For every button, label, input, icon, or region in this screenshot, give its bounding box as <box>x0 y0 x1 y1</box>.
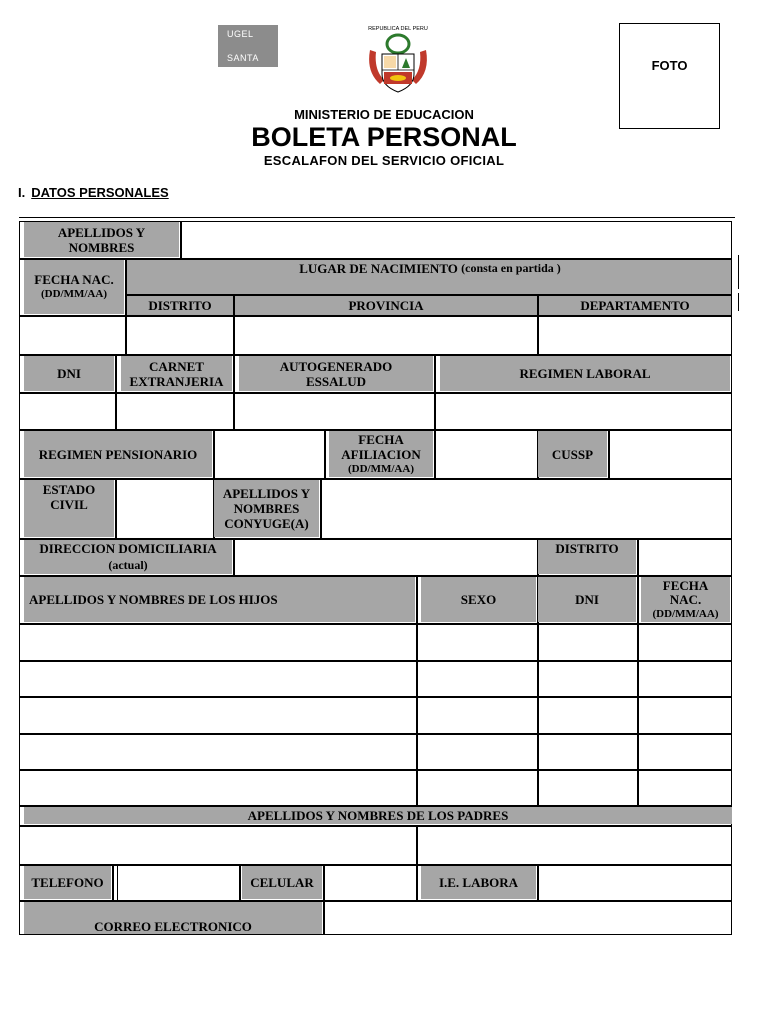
hijo-nombre-input[interactable] <box>19 770 417 806</box>
fecha-nac-label <box>24 260 124 314</box>
celular-input[interactable] <box>324 865 417 901</box>
hijo-sexo-input[interactable] <box>417 770 538 806</box>
fecha-nac2-label <box>641 577 730 622</box>
dni2-label: DNI <box>538 577 636 622</box>
hijo-sexo-input[interactable] <box>417 624 538 661</box>
ugel-line2: SANTA <box>227 53 259 63</box>
lugar-nacimiento-label <box>130 260 730 277</box>
page-title: BOLETA PERSONAL <box>251 122 517 152</box>
hijo-dni-input[interactable] <box>538 734 638 770</box>
correo-input[interactable] <box>324 901 732 935</box>
ministry-title: MINISTERIO DE EDUCACION <box>294 107 474 122</box>
hijo-fecha-input[interactable] <box>638 661 732 697</box>
provincia-label: PROVINCIA <box>348 298 424 313</box>
section-number: I. <box>18 185 26 200</box>
estado-civil-input[interactable] <box>116 479 214 539</box>
departamento-input[interactable] <box>538 316 732 355</box>
top-rule <box>19 217 735 218</box>
section-title: DATOS PERSONALES <box>31 185 169 200</box>
hijo-fecha-input[interactable] <box>638 624 732 661</box>
distrito2-label: DISTRITO <box>538 540 636 574</box>
section-heading <box>18 185 169 200</box>
carnet-label: CARNET EXTRANJERIA <box>121 356 232 391</box>
madre-input[interactable] <box>417 826 732 865</box>
direccion-label <box>24 540 232 574</box>
fecha-nac-format: (DD/MM/AA) <box>41 288 107 300</box>
provincia-input[interactable] <box>234 316 538 355</box>
direccion-text: DIRECCION DOMICILIARIA <box>39 541 217 556</box>
hijo-nombre-input[interactable] <box>19 697 417 734</box>
seal-text: REPUBLICA DEL PERU <box>368 26 428 32</box>
hijo-dni-input[interactable] <box>538 661 638 697</box>
ie-labora-input[interactable] <box>538 865 732 901</box>
padres-label: APELLIDOS Y NOMBRES DE LOS PADRES <box>24 807 732 824</box>
celular-label: CELULAR <box>242 866 322 899</box>
hijo-sexo-input[interactable] <box>417 661 538 697</box>
regimen-pensionario-label: REGIMEN PENSIONARIO <box>24 431 212 477</box>
estado-civil-label: ESTADO CIVIL <box>24 480 114 537</box>
hijo-sexo-input[interactable] <box>417 697 538 734</box>
telefono-label: TELEFONO <box>24 866 111 899</box>
conyuge-input[interactable] <box>321 479 732 539</box>
lugar-note: (consta en partida ) <box>461 261 561 275</box>
sexo-label: SEXO <box>421 577 536 622</box>
distrito2-input[interactable] <box>638 539 732 576</box>
fecha-nac2-format: (DD/MM/AA) <box>652 607 719 620</box>
hijo-dni-input[interactable] <box>538 697 638 734</box>
dni-input[interactable] <box>19 393 116 430</box>
regimen-laboral-label: REGIMEN LABORAL <box>440 356 730 391</box>
page-subtitle: ESCALAFON DEL SERVICIO OFICIAL <box>263 153 505 168</box>
hijo-nombre-input[interactable] <box>19 661 417 697</box>
regimen-pensionario-input[interactable] <box>214 430 325 479</box>
conyuge-label: APELLIDOS Y NOMBRES CONYUGE(A) <box>214 480 319 537</box>
hijo-fecha-input[interactable] <box>638 734 732 770</box>
hijo-dni-input[interactable] <box>538 770 638 806</box>
lugar-text: LUGAR DE NACIMIENTO <box>299 261 458 276</box>
cussp-label: CUSSP <box>538 431 607 477</box>
ugel-line1: UGEL <box>227 29 254 39</box>
fecha-afiliacion-format: (DD/MM/AA) <box>348 462 414 475</box>
fecha-afiliacion-label <box>329 431 433 477</box>
hijo-nombre-input[interactable] <box>19 624 417 661</box>
distrito-input[interactable] <box>126 316 234 355</box>
autogenerado-input[interactable] <box>234 393 435 430</box>
hijo-nombre-input[interactable] <box>19 734 417 770</box>
double-rule <box>117 866 118 900</box>
fecha-afiliacion-text: FECHA AFILIACION <box>341 431 421 462</box>
hijo-sexo-input[interactable] <box>417 734 538 770</box>
peru-seal <box>362 22 434 96</box>
edge-rule <box>738 293 739 311</box>
fecha-afiliacion-input[interactable] <box>435 430 538 479</box>
photo-label: FOTO <box>651 57 688 73</box>
cussp-input[interactable] <box>609 430 732 479</box>
ugel-box <box>218 25 278 67</box>
departamento-label: DEPARTAMENTO <box>580 298 690 313</box>
apellidos-nombres-label: APELLIDOS Y NOMBRES <box>24 222 179 257</box>
hijo-fecha-input[interactable] <box>638 697 732 734</box>
correo-label: CORREO ELECTRONICO <box>24 902 322 934</box>
carnet-input[interactable] <box>116 393 234 430</box>
hijo-dni-input[interactable] <box>538 624 638 661</box>
telefono-input[interactable] <box>113 865 240 901</box>
fecha-nac-input[interactable] <box>19 316 126 355</box>
direccion-note: (actual) <box>108 558 148 572</box>
fecha-nac-text: FECHA NAC. <box>34 272 114 287</box>
dni-label: DNI <box>24 356 114 391</box>
hijo-fecha-input[interactable] <box>638 770 732 806</box>
padre-input[interactable] <box>19 826 417 865</box>
direccion-input[interactable] <box>234 539 538 576</box>
autogenerado-label: AUTOGENERADO ESSALUD <box>239 356 433 391</box>
distrito-label: DISTRITO <box>148 298 212 313</box>
regimen-laboral-input[interactable] <box>435 393 732 430</box>
fecha-nac2-text: FECHA NAC. <box>662 577 709 607</box>
hijos-label: APELLIDOS Y NOMBRES DE LOS HIJOS <box>24 577 415 622</box>
ie-labora-label: I.E. LABORA <box>421 866 536 899</box>
edge-rule <box>738 255 739 289</box>
apellidos-nombres-input[interactable] <box>181 221 732 259</box>
